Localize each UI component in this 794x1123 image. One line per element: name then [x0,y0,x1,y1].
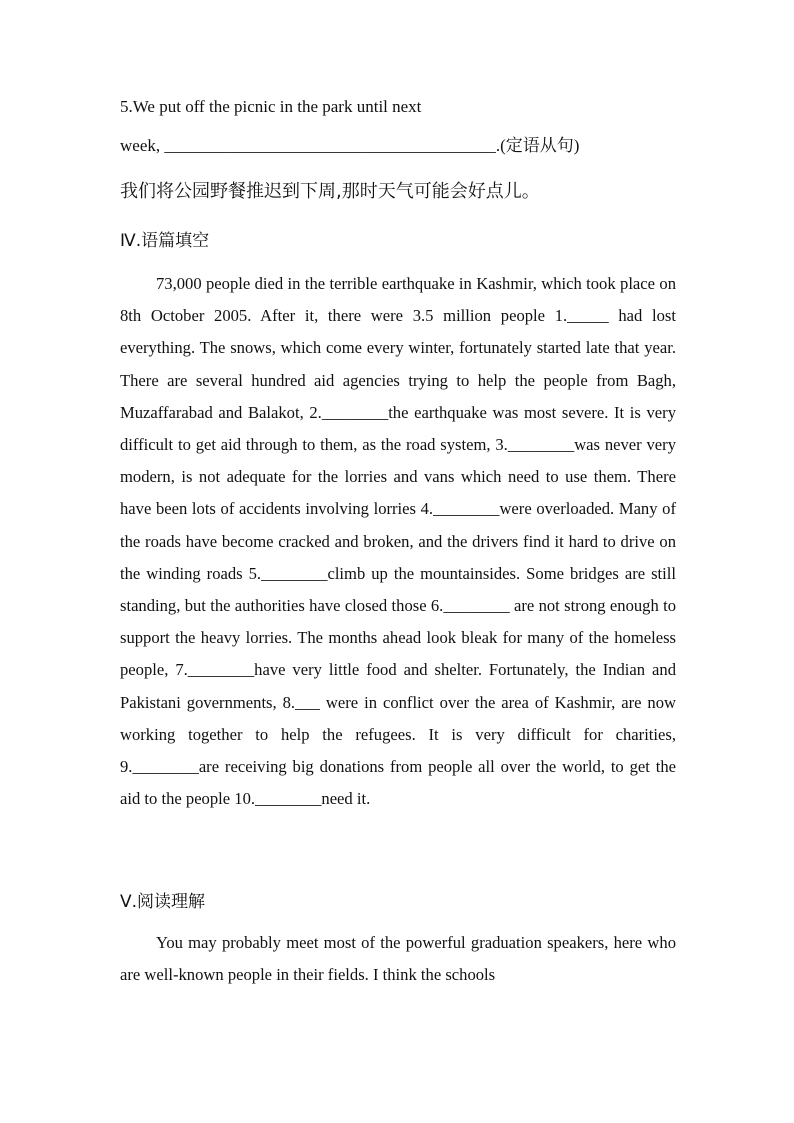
section-5-heading: Ⅴ.阅读理解 [120,892,206,912]
section-5-passage [120,927,676,991]
section-4-passage-text: 73,000 people died in the terrible earthquake in Kashmir, which took place on 8th October 2005. After it, there were 3.5 million people 1._____ had lost everything. The snows, which come every winter, fortunately started late that year. There are several hundred aid agencies trying to help the people from Bagh, Muzaffarabad and Balakot, 2.________the earthquake was most severe. It is very difficult to get aid through to them, as the road system, 3.________was never very modern, is not adequate for the lorries and vans which need to use them. There have been lots of accidents involving lorries 4.________were overloaded. Many of the roads have become cracked and broken, and the drivers find it hard to drive on the winding roads 5.________climb up the mountainsides. Some bridges are still standing, but the authorities have closed those 6.________ are not strong enough to support the heavy lorries. The months ahead look bleak for many of the homeless people, 7.________have very little food and shelter. Fortunately, the Indian and Pakistani governments, 8.___ were in conflict over the area of Kashmir, are now working together to help the refugees. It is very difficult for charities, 9.________are receiving big donations from people all over the world, to get the aid to the people 10.________need it. [120,274,676,809]
section-5-passage-text: You may probably meet most of the powerful graduation speakers, here who are well-known people in their fields. I think the schools [120,933,676,985]
section-4-heading: Ⅳ.语篇填空 [120,231,210,251]
section-4-passage [120,268,676,815]
question-5-translation: 我们将公园野餐推迟到下周,那时天气可能会好点儿。 [120,181,540,202]
question-5-line-2: week, _______________________________________.(定语从句) [120,136,580,155]
question-5-line-1: 5.We put off the picnic in the park until next [120,97,422,116]
